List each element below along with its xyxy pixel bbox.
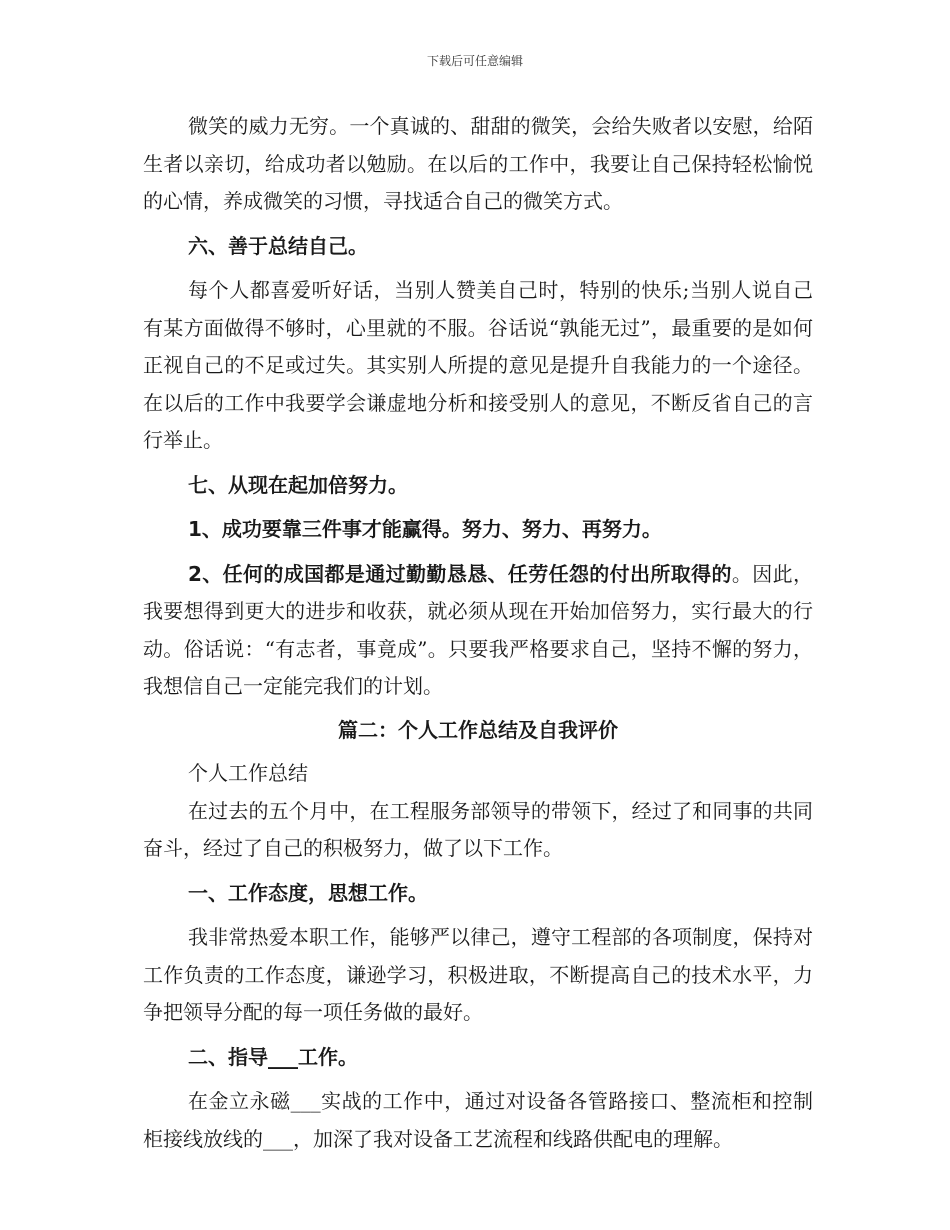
paragraph-attitude: 我非常热爱本职工作，能够严以律己，遵守工程部的各项制度，保持对工作负责的工作态度，谦逊学习，积极进取，不断提高自己的技术水平，力争把领导分配的每一项任务做的最好。 <box>143 925 813 1024</box>
point-two-rest: 。因此，我要想得到更大的进步和收获，就必须从现在开始加倍努力，实行最大的行动。俗话说：“有志者，事竟成”。只要我严格要求自己，坚持不懈的努力，我想信自己一定能完我们的计划。 <box>143 561 813 698</box>
heading-two: 二、指导___工作。 <box>188 1044 358 1069</box>
paragraph-summary: 每个人都喜爱听好话，当别人赞美自己时，特别的快乐;当别人说自己有某方面做得不够时，心里就的不服。谷话说“孰能无过”，最重要的是如何正视自己的不足或过失。其实别人所提的意见是提升自我能力的一个途径。在以后的工作中我要学会谦虚地分析和接受别人的意见，不断反省自己的言行举止。 <box>143 278 813 452</box>
heading-one: 一、工作态度，思想工作。 <box>188 880 428 905</box>
sub-title: 个人工作总结 <box>188 761 308 785</box>
document-body <box>143 108 813 1158</box>
page-header: 下载后可任意编辑 <box>426 54 523 68</box>
paragraph-intro: 在过去的五个月中，在工程服务部领导的带领下，经过了和同事的共同奋斗，经过了自己的积极努力，做了以下工作。 <box>143 798 813 860</box>
point-two <box>143 556 813 706</box>
point-one: 1、成功要靠三件事才能赢得。努力、努力、再努力。 <box>188 517 662 541</box>
heading-six: 六、善于总结自己。 <box>188 233 368 258</box>
point-two-bold: 2、任何的成国都是通过勤勤恳恳、任劳任怨的付出所取得的 <box>188 561 732 586</box>
heading-seven: 七、从现在起加倍努力。 <box>188 472 408 497</box>
paragraph-smile: 微笑的威力无穷。一个真诚的、甜甜的微笑，会给失败者以安慰，给陌生者以亲切，给成功者以勉励。在以后的工作中，我要让自己保持轻松愉悦的心情，养成微笑的习惯，寻找适合自己的微笑方式。 <box>143 114 813 213</box>
section-title: 篇二：个人工作总结及自我评价 <box>338 717 618 742</box>
paragraph-guidance: 在金立永磁___实战的工作中，通过对设备各管路接口、整流柜和控制柜接线放线的___，加深了我对设备工艺流程和线路供配电的理解。 <box>143 1089 813 1151</box>
